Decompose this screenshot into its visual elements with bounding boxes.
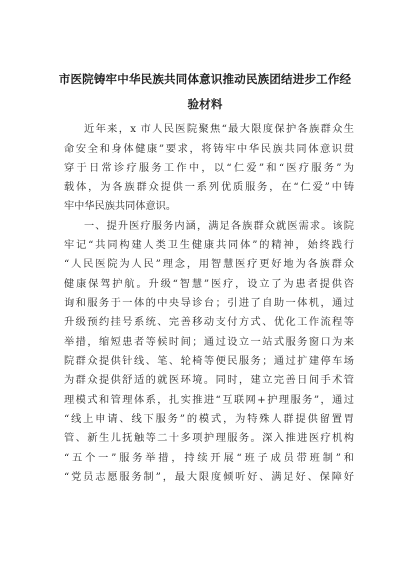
paragraph-1-line-4: 载体，为各族群众提供一系列优质服务，在“仁爱”中铸 — [64, 182, 354, 193]
paragraph-1-line-5: 牢中华民族共同体意识。 — [64, 201, 177, 212]
paragraph-2-line-10: 理模式和管理体系，扎实推进“互联网+护理服务”，通过 — [64, 395, 354, 406]
paragraph-2-line-14: “党员志愿服务制”，最大限度倾听好、满足好、保障好 — [64, 472, 354, 483]
paragraph-1-line-2: 命安全和身体健康”要求，将铸牢中华民族共同体意识贯 — [64, 144, 354, 155]
paragraph-2-line-9: 为群众提供舒适的就医环境。同时，建立完善日间手术管 — [64, 375, 354, 386]
paragraph-2-line-13: “五个一”服务举措，持续开展“班子成员带班制”和 — [64, 453, 354, 464]
paragraph-2-line-6: 升级预约挂号系统、完善移动支付方式、优化工作流程等 — [64, 317, 354, 328]
paragraph-2-line-7: 举措，缩短患者等候时间；通过设立一站式服务窗口为来 — [64, 337, 354, 348]
paragraph-2-line-3: “人民医院为人民”理念，用智慧医疗更好地为各族群众 — [64, 259, 354, 270]
paragraph-2-line-8: 院群众提供针线、笔、轮椅等便民服务；通过扩建停车场 — [64, 356, 354, 367]
paragraph-2-line-5: 询和服务于一体的中央导诊台；引进了自助一体机，通过 — [64, 298, 354, 309]
document-title-line-1: 市医院铸牢中华民族共同体意识推动民族团结进步工作经 — [58, 72, 352, 86]
paragraph-2-line-4: 健康保驾护航。升级“智慧”医疗，设立了为患者提供咨 — [64, 279, 354, 290]
paragraph-2-line-2: 牢记“共同构建人类卫生健康共同体”的精神，始终践行 — [64, 240, 354, 251]
paragraph-1-line-1: 近年来，x 市人民医院聚焦“最大限度保护各族群众生 — [84, 124, 354, 135]
paragraph-2-line-12: 管、新生儿抚触等二十多项护理服务。深入推进医疗机构 — [64, 433, 354, 444]
document-title-line-2: 验材料 — [187, 97, 223, 111]
paragraph-2-line-1: 一、提升医疗服务内涵，满足各族群众就医需求。该院 — [84, 221, 354, 232]
paragraph-2-line-11: “线上申请、线下服务”的模式，为特殊人群提供留置胃 — [64, 414, 354, 425]
paragraph-1-line-3: 穿于日常诊疗服务工作中，以“仁爱”和“医疗服务”为 — [64, 163, 354, 174]
